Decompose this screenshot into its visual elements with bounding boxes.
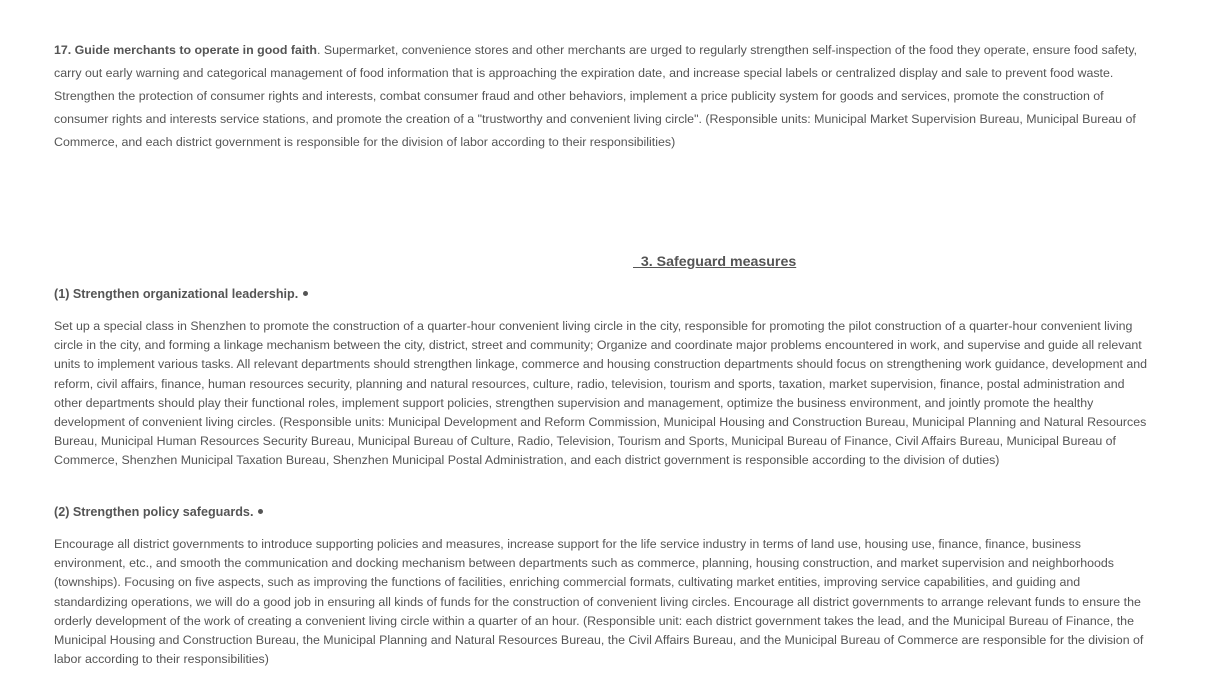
item-17-lead: 17. Guide merchants to operate in good faith xyxy=(54,43,317,57)
subsection-1-heading xyxy=(54,285,308,303)
bullet-dot-icon xyxy=(303,291,308,296)
subsection-1-heading-text: (1) Strengthen organizational leadership. xyxy=(54,287,299,301)
subsection-2-paragraph: Encourage all district governments to introduce supporting policies and measures, increase support for the life service industry in terms of land use, housing use, finance, finance, business environment, etc., and smooth the communication and docking mechanism between departments such as commerce, planning, housing construction, and market supervision and neighborhoods (townships). Focusing on five aspects, such as improving the functions of facilities, enriching commercial formats, cultivating market entities, improving service capabilities, and guiding and standardizing operations, we will do a good job in ensuring all kinds of funds for the construction of convenient living circles. Encourage all district governments to arrange relevant funds to ensure the orderly development of the work of creating a convenient living circle within a quarter of an hour. (Responsible unit: each district government takes the lead, and the Municipal Bureau of Finance, the Municipal Housing and Construction Bureau, the Municipal Planning and Natural Resources Bureau, the Civil Affairs Bureau, and the Municipal Bureau of Commerce are responsible for the division of labor according to their responsibilities) xyxy=(54,537,1144,667)
subsection-2-heading-text: (2) Strengthen policy safeguards. xyxy=(54,505,254,519)
subsection-2-heading xyxy=(54,503,263,521)
item-17-body: . Supermarket, convenience stores and other merchants are urged to regularly strengthen self-inspection of the food they operate, ensure food safety, carry out early warning and categorical management of food information that is approaching the expiration date, and increase special labels or centralized display and sale to prevent food waste. Strengthen the protection of consumer rights and interests, combat consumer fraud and other behaviors, implement a price publicity system for goods and services, promote the construction of consumer rights and interests service stations, and promote the creation of a "trustworthy and convenient living circle". (Responsible units: Municipal Market Supervision Bureau, Municipal Bureau of Commerce, and each district government is responsible for the division of labor according to their responsibilities) xyxy=(54,43,1138,149)
section-3-heading: 3. Safeguard measures xyxy=(633,254,797,270)
item-17-paragraph xyxy=(54,39,1152,154)
subsection-1-paragraph: Set up a special class in Shenzhen to promote the construction of a quarter-hour convenient living circle in the city, responsible for promoting the pilot construction of a quarter-hour convenient living circle in the city, and forming a linkage mechanism between the city, district, street and community; Organize and coordinate major problems encountered in work, and supervise and guide all relevant units to implement various tasks. All relevant departments should strengthen linkage, commerce and housing construction departments should focus on strengthening work guidance, development and reform, civil affairs, finance, human resources security, planning and natural resources, culture, radio, television, tourism and sports, taxation, market supervision, finance, postal administration and other departments should play their functional roles, implement support policies, strengthen supervision and management, optimize the business environment, and jointly promote the healthy development of convenient living circles. (Responsible units: Municipal Development and Reform Commission, Municipal Housing and Construction Bureau, Municipal Planning and Natural Resources Bureau, Municipal Human Resources Security Bureau, Municipal Bureau of Culture, Radio, Television, Tourism and Sports, Municipal Bureau of Finance, Civil Affairs Bureau, Municipal Bureau of Commerce, Shenzhen Municipal Taxation Bureau, Shenzhen Municipal Postal Administration, and each district government is responsible according to the division of duties) xyxy=(54,319,1148,468)
bullet-dot-icon xyxy=(258,509,263,514)
